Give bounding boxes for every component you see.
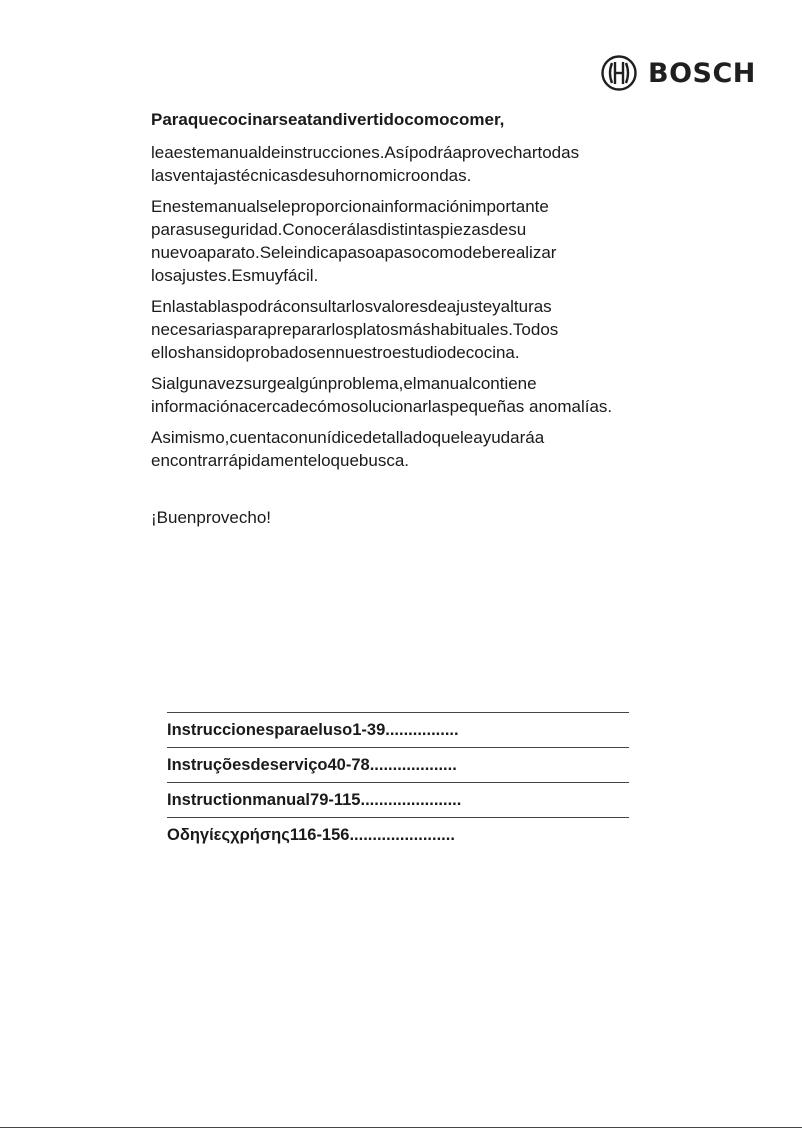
- intro-heading: Paraquecocinarseatandivertidocomocomer,: [151, 110, 505, 129]
- toc-item-spanish[interactable]: Instruccionesparaeluso1-39................: [167, 713, 629, 748]
- toc-item-greek[interactable]: Οδηγίεςχρήσης116-156.......................: [167, 825, 455, 844]
- intro-paragraph-1: leaestemanualdeinstrucciones.Asípodráaprovechartodas lasventajastécnicasdesuhornomicroondas.: [151, 143, 580, 185]
- intro-section: [151, 108, 631, 537]
- brand-logo: [600, 54, 756, 92]
- toc-item-portuguese[interactable]: Instruçõesdeserviço40-78...................: [167, 748, 629, 783]
- brand-name: BOSCH: [648, 57, 756, 89]
- intro-paragraph-3: Enlastablaspodráconsultarlosvaloresdeajusteyalturas necesariasparaprepararlosplatosmáshabituales.Todos elloshansidoprobadosennuestroestudiodecocina.: [151, 297, 559, 362]
- intro-paragraph-4: Sialgunavezsurgealgúnproblema,elmanualcontiene informaciónacercadecómosolucionarlaspequeñas anomalías.: [151, 374, 613, 416]
- intro-paragraph-2: Enestemanualseleproporcionainformaciónimportante parasuseguridad.Conocerálasdistintaspiezasdesu nuevoaparato.Seleindicapasoapasocomodeberealizar losajustes.Esmuyfácil.: [151, 197, 557, 285]
- intro-paragraph-5: Asimismo,cuentaconunídicedetalladoqueleayudaráa encontrarrápidamenteloquebusca.: [151, 428, 545, 470]
- footer-divider: [0, 1127, 802, 1128]
- toc-item-english[interactable]: Instructionmanual79-115......................: [167, 783, 629, 818]
- table-of-contents: [167, 712, 629, 852]
- closing-greeting: ¡Buenprovecho!: [151, 508, 272, 527]
- bosch-armature-icon: [600, 54, 638, 92]
